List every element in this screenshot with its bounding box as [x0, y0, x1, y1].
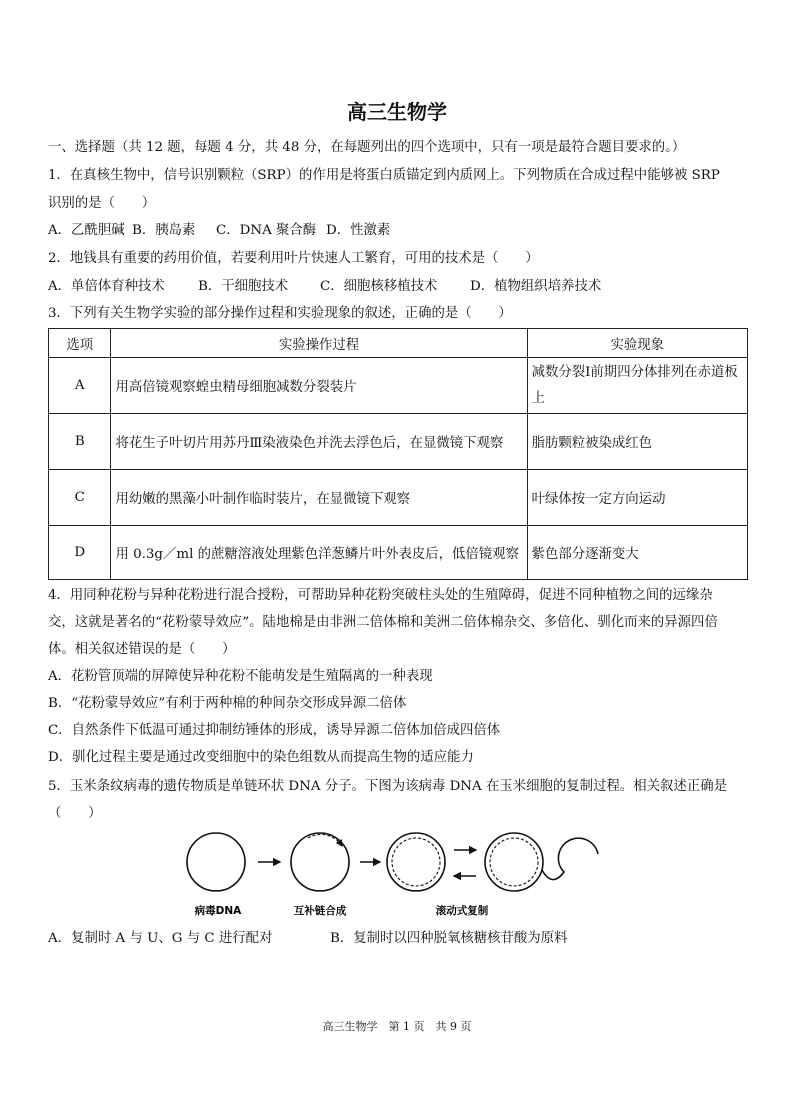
table-cell-procedure: 将花生子叶切片用苏丹Ⅲ染液染色并洗去浮色后，在显微镜下观察	[111, 414, 527, 470]
rolling-circle	[387, 833, 445, 891]
table-cell-option: B	[49, 414, 111, 470]
table-row	[49, 470, 748, 526]
q5-option-b[interactable]: B．复制时以四种脱氧核糖核苷酸为原料	[330, 931, 568, 946]
table-header-phenomenon: 实验现象	[527, 329, 747, 358]
rolling-inner-strand	[392, 838, 440, 886]
rolling-circle-2	[485, 833, 543, 891]
q4-stem-line1: 4．用同种花粉与异种花粉进行混合授粉，可帮助异种花粉突破柱头处的生殖障碍，促进不同种植物之间的远缘杂	[48, 588, 713, 603]
table-row	[49, 526, 748, 580]
q4-option-a[interactable]: A．花粉管顶端的屏障使异种花粉不能萌发是生殖隔离的一种表现	[48, 669, 433, 684]
q1-stem-line1: 1．在真核生物中，信号识别颗粒（SRP）的作用是将蛋白质锚定到内质网上。下列物质在合成过程中能够被 SRP	[48, 168, 720, 183]
table-row	[49, 358, 748, 414]
q2-option-c[interactable]: C．细胞核移植技术	[320, 279, 438, 294]
table-header-procedure: 实验操作过程	[111, 329, 527, 358]
q2-stem: 2．地钱具有重要的药用价值，若要利用叶片快速人工繁育，可用的技术是（ ）	[48, 251, 539, 266]
q4-option-d[interactable]: D．驯化过程主要是通过改变细胞中的染色组数从而提高生物的适应能力	[48, 750, 474, 765]
table-cell-option: D	[49, 526, 111, 580]
q4-stem-line3: 体。相关叙述错误的是（ ）	[48, 642, 236, 657]
table-cell-phenomenon: 紫色部分逐渐变大	[527, 526, 747, 580]
diagram-label-rolling: 滚动式复制	[435, 905, 489, 917]
q2-option-b[interactable]: B．干细胞技术	[198, 279, 289, 294]
table-cell-phenomenon: 减数分裂Ⅰ前期四分体排列在赤道板上	[527, 358, 747, 414]
q2-option-a[interactable]: A．单倍体育种技术	[48, 279, 165, 294]
q1-stem-line2: 识别的是（ ）	[48, 196, 156, 211]
complementary-synthesis-circle	[291, 833, 349, 891]
q5-stem-line1: 5．玉米条纹病毒的遗传物质是单链环状 DNA 分子。下图为该病毒 DNA 在玉米细胞的复制过程。相关叙述正确是	[48, 779, 727, 794]
diagram-label-complementary: 互补链合成	[293, 905, 347, 917]
q4-stem-line2: 交，这就是著名的“花粉蒙导效应”。陆地棉是由非洲二倍体棉和美洲二倍体棉杂交、多倍化、驯化而来的异源四倍	[48, 615, 718, 630]
q1-option-b[interactable]: B．胰岛素	[132, 223, 196, 238]
new-strand-arc	[308, 834, 342, 846]
q5-stem-line2: （ ）	[48, 806, 102, 821]
q1-option-c[interactable]: C．DNA 聚合酶	[216, 223, 317, 238]
q2-options	[48, 275, 601, 294]
table-cell-option: A	[49, 358, 111, 414]
table-cell-option: C	[49, 470, 111, 526]
table-cell-phenomenon: 叶绿体按一定方向运动	[527, 470, 747, 526]
experiment-table	[48, 328, 748, 580]
replication-diagram	[180, 824, 610, 922]
q4-option-b[interactable]: B．“花粉蒙导效应”有利于两种棉的种间杂交形成异源二倍体	[48, 696, 407, 711]
table-cell-procedure: 用 0.3g／ml 的蔗糖溶液处理紫色洋葱鳞片叶外表皮后，低倍镜观察	[111, 526, 527, 580]
page-footer: 高三生物学 第 1 页 共 9 页	[322, 1020, 472, 1033]
table-header-option: 选项	[49, 329, 111, 358]
q1-option-a[interactable]: A．乙酰胆碱	[48, 223, 125, 238]
page-title: 高三生物学	[347, 100, 447, 124]
q5-option-a[interactable]: A．复制时 A 与 U、G 与 C 进行配对	[48, 931, 273, 946]
diagram-label-viral-dna: 病毒DNA	[194, 905, 242, 917]
rolling-inner-strand-2	[490, 838, 538, 886]
q1-option-d[interactable]: D．性激素	[326, 223, 391, 238]
section-header: 一、选择题（共 12 题，每题 4 分，共 48 分，在每题列出的四个选项中，只有一项是最符合题目要求的。）	[48, 140, 686, 155]
table-cell-procedure: 用高倍镜观察蝗虫精母细胞减数分裂装片	[111, 358, 527, 414]
q4-option-c[interactable]: C．自然条件下低温可通过抑制纺锤体的形成，诱导异源二倍体加倍成四倍体	[48, 723, 501, 738]
q2-option-d[interactable]: D．植物组织培养技术	[470, 279, 602, 294]
displaced-strand	[542, 838, 598, 879]
table-row	[49, 414, 748, 470]
table-header-row	[49, 329, 748, 358]
q3-stem: 3．下列有关生物学实验的部分操作过程和实验现象的叙述，正确的是（ ）	[48, 306, 512, 321]
table-cell-procedure: 用幼嫩的黑藻小叶制作临时装片，在显微镜下观察	[111, 470, 527, 526]
viral-dna-circle	[187, 833, 245, 891]
q1-options	[48, 219, 390, 238]
table-cell-phenomenon: 脂肪颗粒被染成红色	[527, 414, 747, 470]
q5-options	[48, 927, 567, 946]
